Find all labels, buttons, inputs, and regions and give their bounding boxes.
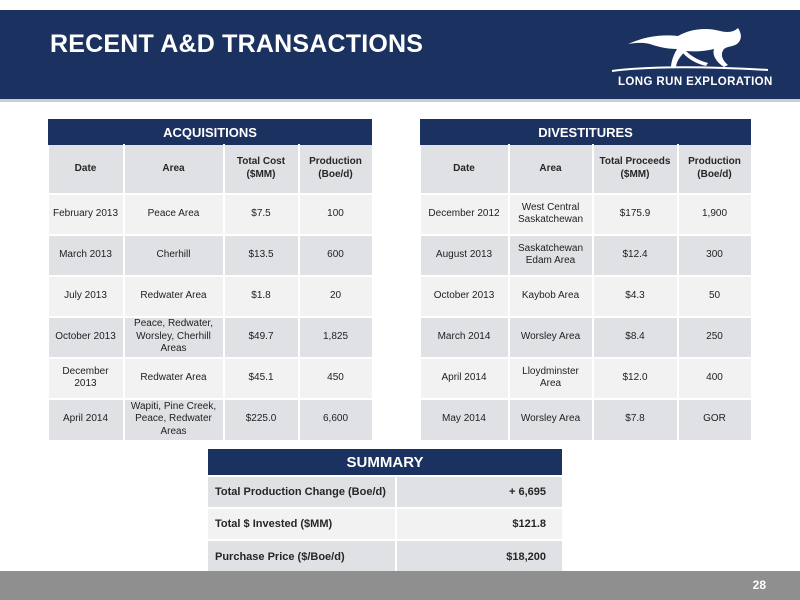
area-cell: West Central Saskatchewan bbox=[509, 194, 593, 235]
proceeds-cell: $4.3 bbox=[593, 276, 678, 317]
table-row bbox=[421, 235, 751, 276]
summary-title: SUMMARY bbox=[208, 449, 562, 476]
production-cell: 20 bbox=[299, 276, 372, 317]
summary-row bbox=[208, 508, 562, 540]
area-cell: Peace, Redwater, Worsley, Cherhill Areas bbox=[124, 317, 224, 358]
date-cell: August 2013 bbox=[421, 235, 509, 276]
column-header-area: Area bbox=[509, 145, 593, 194]
summary-row bbox=[208, 540, 562, 572]
slide-title: RECENT A&D TRANSACTIONS bbox=[50, 30, 424, 58]
column-header-date: Date bbox=[49, 145, 124, 194]
cost-cell: $45.1 bbox=[224, 358, 299, 399]
summary-value: $121.8 bbox=[396, 508, 562, 540]
proceeds-cell: $12.4 bbox=[593, 235, 678, 276]
production-cell: 100 bbox=[299, 194, 372, 235]
cost-cell: $1.8 bbox=[224, 276, 299, 317]
table-row bbox=[49, 399, 372, 440]
table-row bbox=[421, 317, 751, 358]
production-cell: GOR bbox=[678, 399, 751, 440]
proceeds-cell: $7.8 bbox=[593, 399, 678, 440]
table-row bbox=[421, 276, 751, 317]
area-cell: Cherhill bbox=[124, 235, 224, 276]
date-cell: February 2013 bbox=[49, 194, 124, 235]
summary-label: Total Production Change (Boe/d) bbox=[208, 476, 396, 508]
table-row bbox=[49, 276, 372, 317]
table-row bbox=[421, 194, 751, 235]
divestitures-title: DIVESTITURES bbox=[421, 120, 751, 145]
page-number: 28 bbox=[752, 578, 766, 592]
date-cell: April 2014 bbox=[421, 358, 509, 399]
column-header-area: Area bbox=[124, 145, 224, 194]
date-cell: July 2013 bbox=[49, 276, 124, 317]
date-cell: December 2013 bbox=[49, 358, 124, 399]
proceeds-cell: $8.4 bbox=[593, 317, 678, 358]
date-cell: March 2013 bbox=[49, 235, 124, 276]
production-cell: 400 bbox=[678, 358, 751, 399]
cost-cell: $225.0 bbox=[224, 399, 299, 440]
proceeds-cell: $175.9 bbox=[593, 194, 678, 235]
production-cell: 300 bbox=[678, 235, 751, 276]
production-cell: 250 bbox=[678, 317, 751, 358]
production-cell: 600 bbox=[299, 235, 372, 276]
divestitures-table bbox=[420, 119, 751, 440]
area-cell: Lloydminster Area bbox=[509, 358, 593, 399]
date-cell: March 2014 bbox=[421, 317, 509, 358]
running-horse-icon bbox=[610, 22, 770, 74]
date-cell: December 2012 bbox=[421, 194, 509, 235]
area-cell: Wapiti, Pine Creek, Peace, Redwater Areas bbox=[124, 399, 224, 440]
column-header-production: Production (Boe/d) bbox=[678, 145, 751, 194]
table-row bbox=[49, 194, 372, 235]
table-row bbox=[49, 235, 372, 276]
table-row bbox=[49, 317, 372, 358]
column-header-total-cost: Total Cost ($MM) bbox=[224, 145, 299, 194]
column-header-total-proceeds: Total Proceeds ($MM) bbox=[593, 145, 678, 194]
area-cell: Saskatchewan Edam Area bbox=[509, 235, 593, 276]
logo-wordmark: LONG RUN EXPLORATION bbox=[618, 76, 773, 88]
column-header-production: Production (Boe/d) bbox=[299, 145, 372, 194]
summary-row bbox=[208, 476, 562, 508]
slide-footer bbox=[0, 571, 800, 600]
table-row bbox=[421, 399, 751, 440]
date-cell: May 2014 bbox=[421, 399, 509, 440]
acquisitions-title: ACQUISITIONS bbox=[49, 120, 372, 145]
cost-cell: $13.5 bbox=[224, 235, 299, 276]
company-logo bbox=[610, 22, 773, 98]
cost-cell: $49.7 bbox=[224, 317, 299, 358]
summary-label: Total $ Invested ($MM) bbox=[208, 508, 396, 540]
summary-value: + 6,695 bbox=[396, 476, 562, 508]
slide-header bbox=[0, 10, 800, 102]
area-cell: Worsley Area bbox=[509, 317, 593, 358]
area-cell: Redwater Area bbox=[124, 276, 224, 317]
date-cell: October 2013 bbox=[49, 317, 124, 358]
production-cell: 450 bbox=[299, 358, 372, 399]
date-cell: April 2014 bbox=[49, 399, 124, 440]
summary-table bbox=[208, 449, 562, 572]
date-cell: October 2013 bbox=[421, 276, 509, 317]
production-cell: 6,600 bbox=[299, 399, 372, 440]
area-cell: Worsley Area bbox=[509, 399, 593, 440]
production-cell: 1,825 bbox=[299, 317, 372, 358]
production-cell: 1,900 bbox=[678, 194, 751, 235]
table-row bbox=[49, 358, 372, 399]
table-row bbox=[421, 358, 751, 399]
summary-value: $18,200 bbox=[396, 540, 562, 572]
proceeds-cell: $12.0 bbox=[593, 358, 678, 399]
acquisitions-table bbox=[48, 119, 372, 440]
column-header-date: Date bbox=[421, 145, 509, 194]
area-cell: Peace Area bbox=[124, 194, 224, 235]
production-cell: 50 bbox=[678, 276, 751, 317]
summary-label: Purchase Price ($/Boe/d) bbox=[208, 540, 396, 572]
area-cell: Kaybob Area bbox=[509, 276, 593, 317]
area-cell: Redwater Area bbox=[124, 358, 224, 399]
cost-cell: $7.5 bbox=[224, 194, 299, 235]
